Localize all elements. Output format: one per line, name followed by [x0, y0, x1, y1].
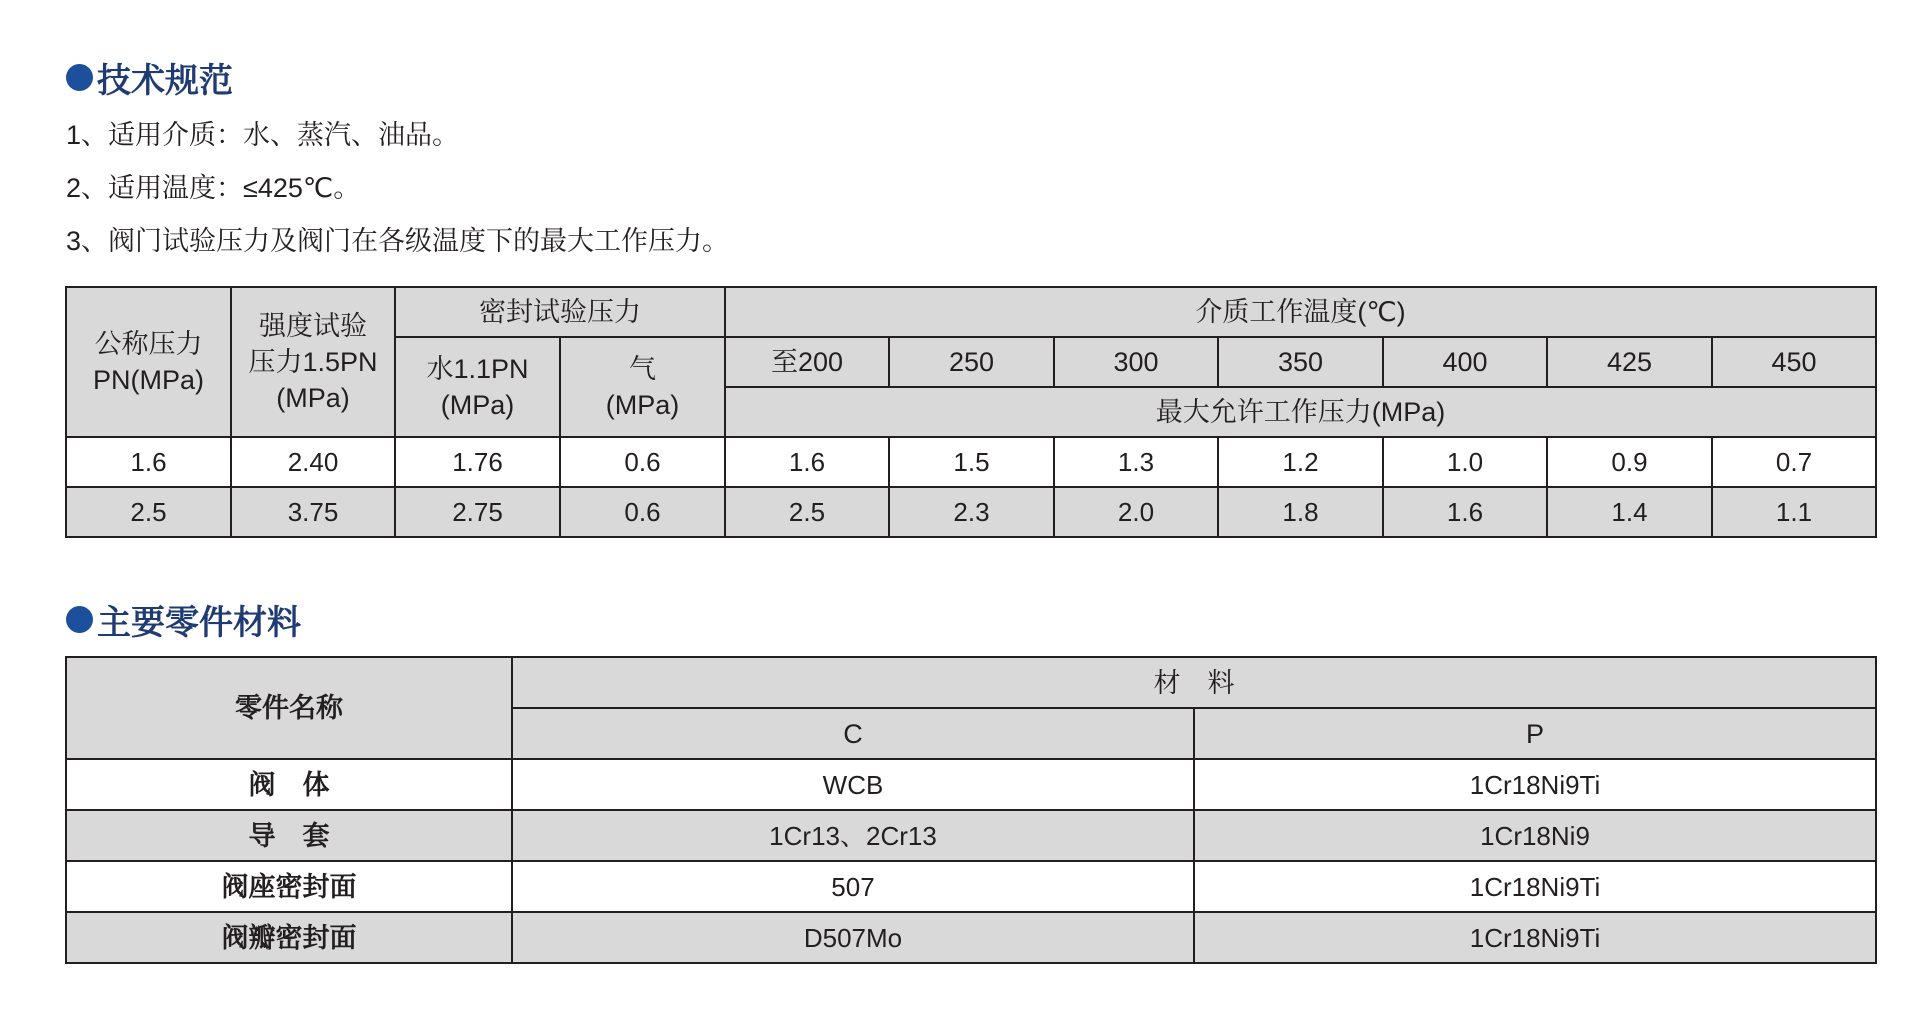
table-cell: 1.2 — [1218, 437, 1383, 487]
table-cell: 1.4 — [1547, 487, 1712, 537]
header-temperature: 400 — [1383, 337, 1547, 387]
header-temperature: 450 — [1712, 337, 1876, 387]
table-cell: 1.1 — [1712, 487, 1876, 537]
table-cell: 0.6 — [560, 487, 725, 537]
header-grade-c: C — [512, 708, 1194, 759]
spec-item: 3、阀门试验压力及阀门在各级温度下的最大工作压力。 — [66, 226, 730, 256]
table-row — [66, 437, 1876, 487]
header-line: 水1.1PN — [426, 354, 529, 384]
material-cell: 1Cr18Ni9Ti — [1194, 861, 1876, 912]
material-cell: 1Cr18Ni9Ti — [1194, 759, 1876, 810]
part-name-cell: 阀 体 — [66, 759, 512, 810]
header-line: (MPa) — [440, 390, 515, 420]
section-heading-spec — [66, 56, 233, 98]
material-cell: 1Cr13、2Cr13 — [512, 810, 1194, 861]
part-name-cell: 导 套 — [66, 810, 512, 861]
table-cell: 2.3 — [889, 487, 1054, 537]
material-cell: 507 — [512, 861, 1194, 912]
table-cell: 1.5 — [889, 437, 1054, 487]
header-temperature: 425 — [1547, 337, 1712, 387]
header-nominal-pressure — [66, 287, 231, 437]
spec-item: 2、适用温度：≤425℃。 — [66, 173, 361, 203]
bullet-icon — [66, 64, 93, 91]
table-cell: 2.75 — [395, 487, 560, 537]
table-cell: 0.7 — [1712, 437, 1876, 487]
table-row — [66, 912, 1876, 963]
header-seal-test: 密封试验压力 — [395, 287, 725, 337]
header-medium-temp: 介质工作温度(℃) — [725, 287, 1876, 337]
header-line: 压力1.5PN — [248, 347, 378, 377]
table-cell: 1.6 — [66, 437, 231, 487]
part-name-cell: 阀座密封面 — [66, 861, 512, 912]
header-line: 气 — [629, 354, 656, 384]
spec-item: 1、适用介质：水、蒸汽、油品。 — [66, 120, 460, 150]
table-row — [66, 759, 1876, 810]
table-cell: 0.6 — [560, 437, 725, 487]
header-strength-test — [231, 287, 395, 437]
table-cell: 2.40 — [231, 437, 395, 487]
material-cell: WCB — [512, 759, 1194, 810]
material-cell: 1Cr18Ni9Ti — [1194, 912, 1876, 963]
material-cell: 1Cr18Ni9 — [1194, 810, 1876, 861]
material-cell: D507Mo — [512, 912, 1194, 963]
table-cell: 1.3 — [1054, 437, 1218, 487]
header-part-name: 零件名称 — [66, 657, 512, 759]
header-max-pressure: 最大允许工作压力(MPa) — [725, 387, 1876, 437]
header-line: (MPa) — [276, 383, 350, 413]
bullet-icon — [66, 606, 93, 633]
header-line: 强度试验 — [259, 311, 367, 341]
header-line: PN(MPa) — [92, 365, 204, 395]
table-row — [66, 810, 1876, 861]
header-temperature: 250 — [889, 337, 1054, 387]
table-cell: 2.5 — [725, 487, 889, 537]
table-cell: 2.0 — [1054, 487, 1218, 537]
pressure-table — [65, 286, 1877, 538]
header-row — [66, 657, 1876, 708]
table-cell: 2.5 — [66, 487, 231, 537]
header-grade-p: P — [1194, 708, 1876, 759]
table-cell: 3.75 — [231, 487, 395, 537]
header-temperature: 300 — [1054, 337, 1218, 387]
header-temperature: 350 — [1218, 337, 1383, 387]
materials-table — [65, 656, 1877, 964]
header-line: 公称压力 — [94, 329, 203, 359]
table-cell: 1.0 — [1383, 437, 1547, 487]
table-cell: 1.6 — [1383, 487, 1547, 537]
section-heading-text: 主要零件材料 — [97, 603, 301, 642]
section-heading-materials — [66, 598, 301, 640]
table-cell: 1.76 — [395, 437, 560, 487]
table-cell: 1.8 — [1218, 487, 1383, 537]
header-seal-water — [395, 337, 560, 437]
table-cell: 0.9 — [1547, 437, 1712, 487]
header-temperature: 至200 — [725, 337, 889, 387]
section-heading-text: 技术规范 — [97, 61, 233, 100]
header-material: 材 料 — [512, 657, 1876, 708]
header-line: (MPa) — [605, 390, 680, 420]
table-row — [66, 487, 1876, 537]
header-row — [66, 287, 1876, 337]
part-name-cell: 阀瓣密封面 — [66, 912, 512, 963]
table-cell: 1.6 — [725, 437, 889, 487]
table-row — [66, 861, 1876, 912]
header-seal-gas — [560, 337, 725, 437]
